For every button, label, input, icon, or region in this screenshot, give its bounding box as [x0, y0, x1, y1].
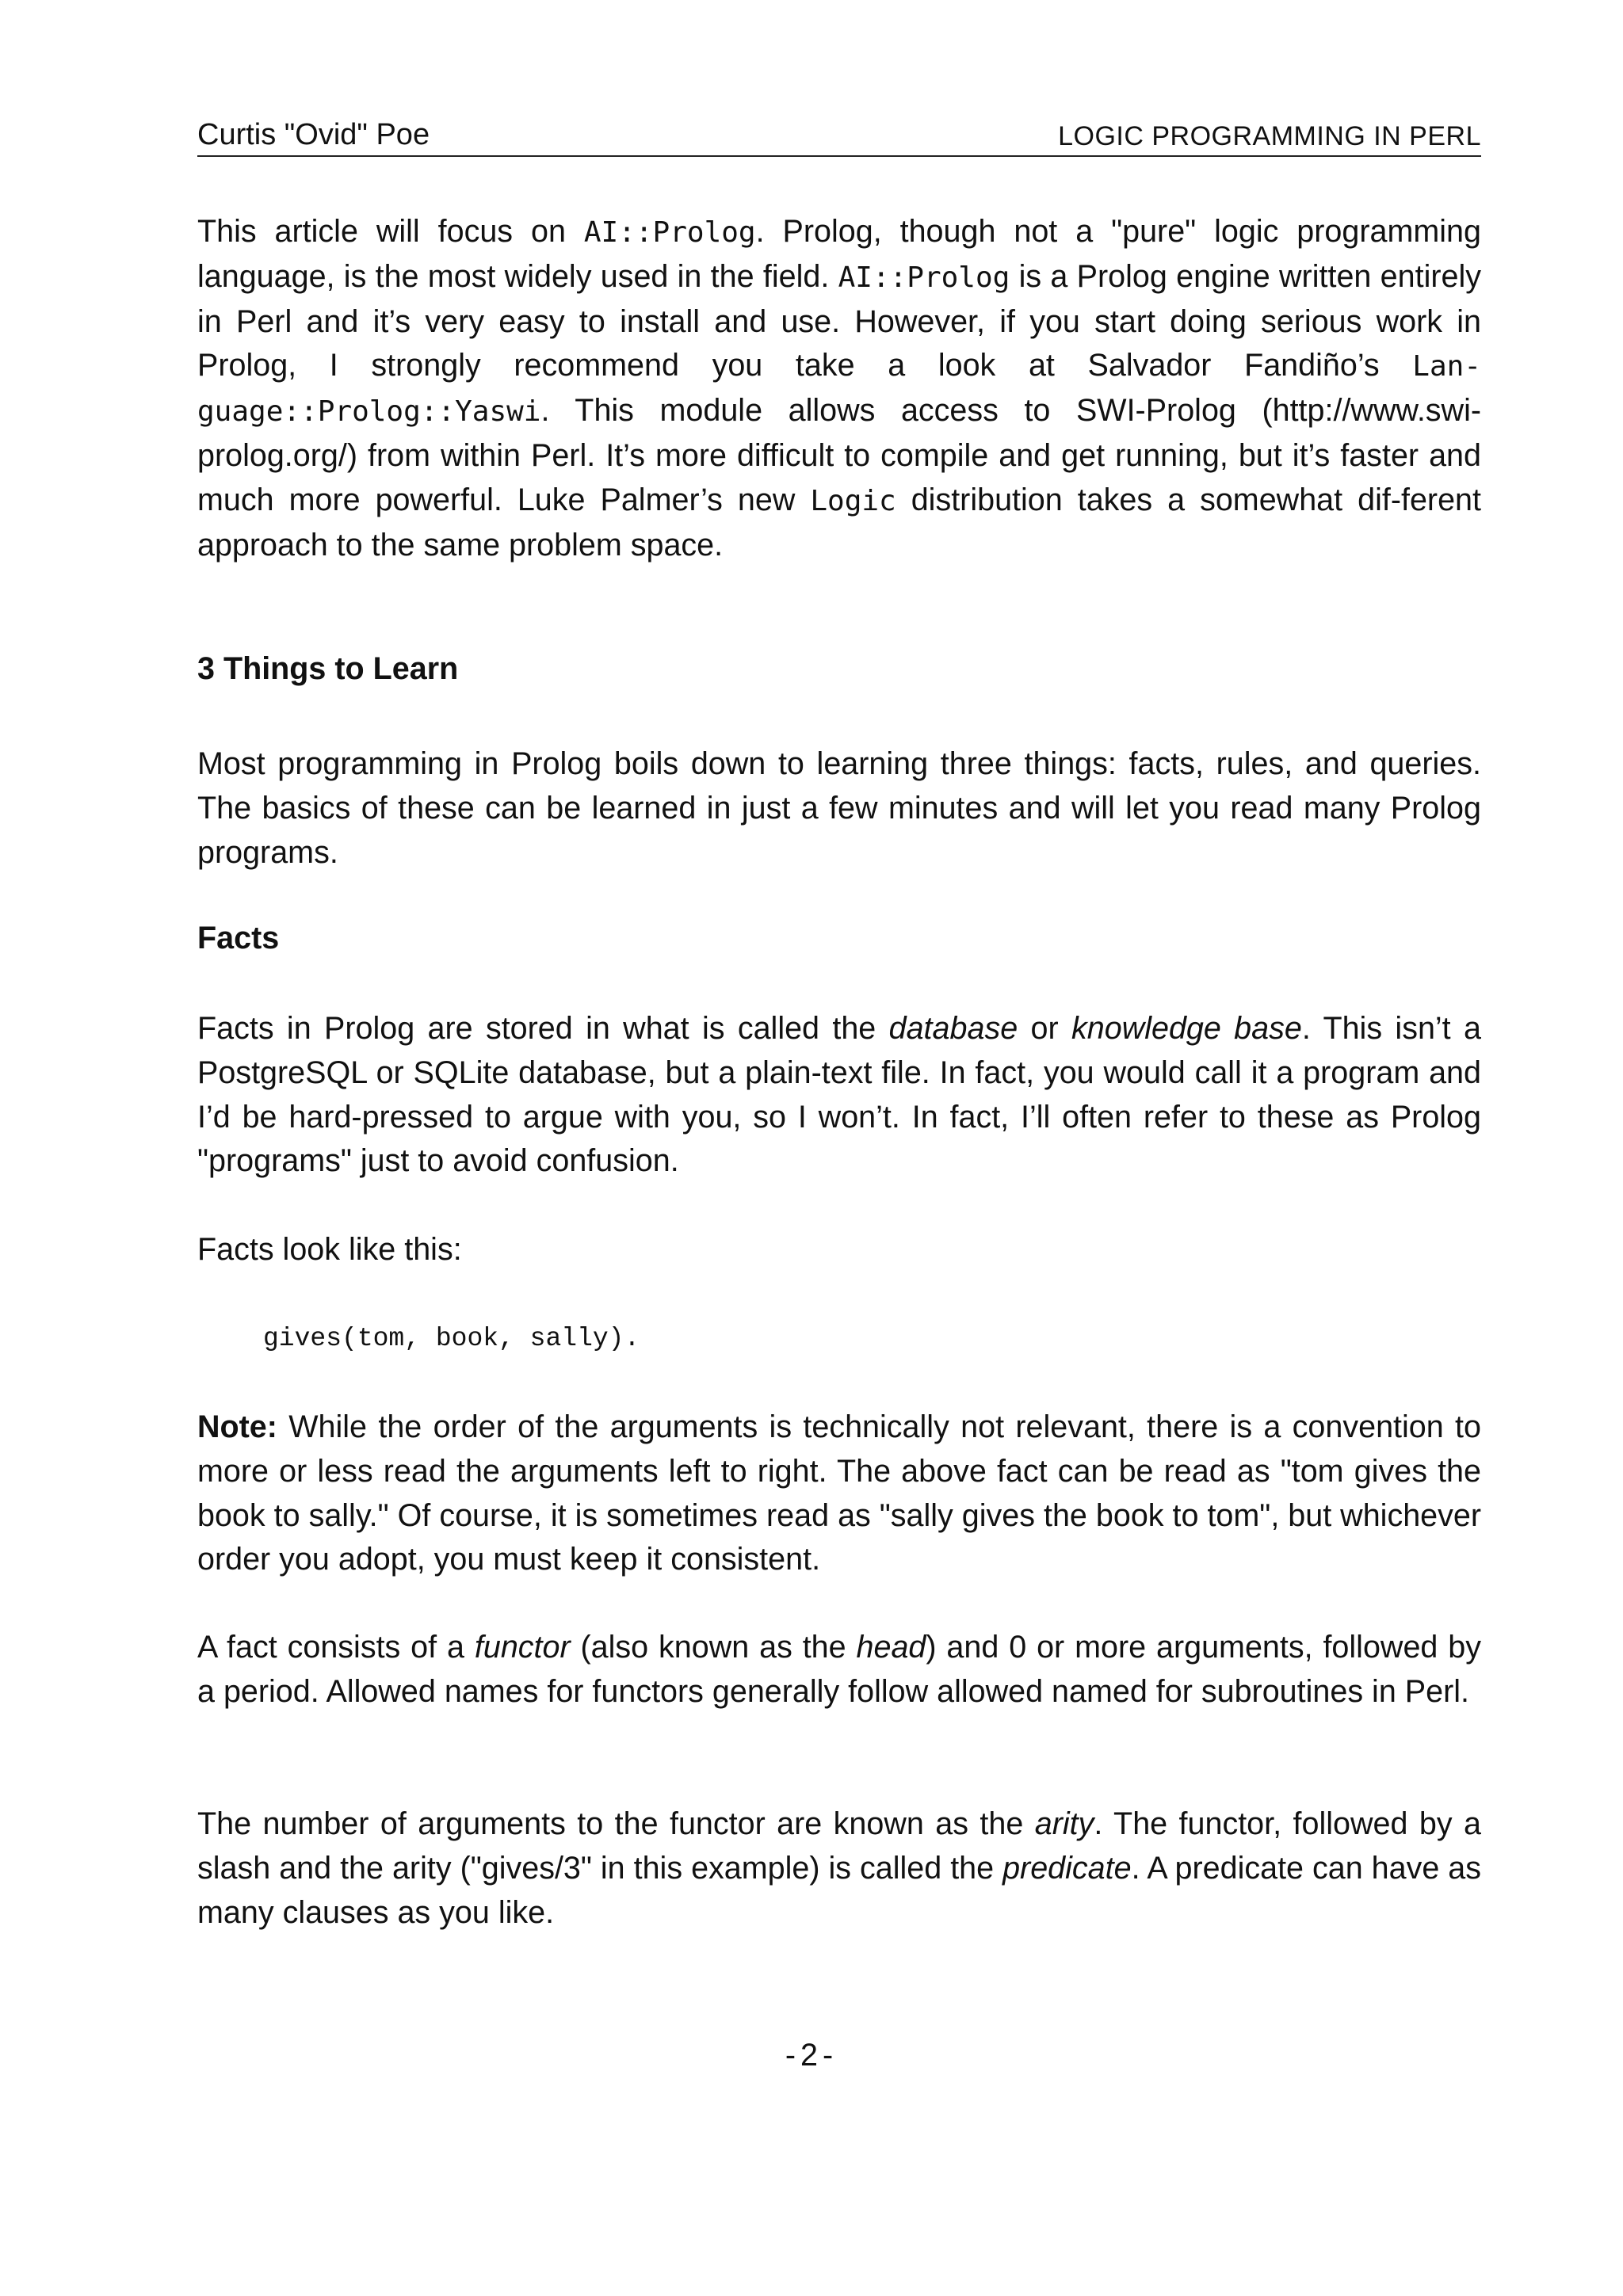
term-predicate: predicate	[1002, 1850, 1132, 1886]
header-title: LOGIC PROGRAMMING IN PERL	[1058, 121, 1481, 151]
term-head: head	[856, 1630, 926, 1665]
intro-code-ai-prolog-2: AI::Prolog	[838, 261, 1010, 294]
page-header	[197, 116, 1481, 157]
intro-code-ai-prolog-1: AI::Prolog	[583, 216, 756, 249]
facts-p1-text-3: . This isn’t a PostgreSQL or SQLite database, but a plain-text file. In fact, you would call it a program and I’d be hard-pressed to argue with you, so I won’t. In fact, I’ll often refer to these as Prolog "programs" just to avoid confusion.	[197, 1011, 1481, 1179]
term-functor: functor	[474, 1630, 571, 1665]
term-knowledge-base: knowledge base	[1071, 1011, 1302, 1046]
facts-p4-text-1: The number of arguments to the functor are known as the	[197, 1806, 1035, 1841]
note-paragraph	[197, 1405, 1481, 1582]
section-intro-paragraph: Most programming in Prolog boils down to learning three things: facts, rules, and queries. The basics of these can be learned in just a few minutes and will let you read many Prolog programs.	[197, 746, 1481, 870]
intro-paragraph	[197, 210, 1481, 567]
facts-p3-text-3: ) and 0 or more arguments, followed by a period. Allowed names for functors generally follow allowed named for subroutines in Perl.	[197, 1630, 1481, 1709]
note-text: While the order of the arguments is technically not relevant, there is a convention to more or less read the arguments left to right. The above fact can be read as "tom gives the book to sally." Of course, it is sometimes read as "sally gives the book to tom", but whichever order you adopt, you must keep it consistent.	[197, 1409, 1481, 1577]
facts-paragraph-1	[197, 1007, 1481, 1184]
intro-text-1: This article will focus on	[197, 214, 584, 249]
facts-p3-text-2: (also known as the	[570, 1630, 857, 1665]
facts-paragraph-2: Facts look like this:	[197, 1232, 462, 1267]
page-number: -2-	[785, 2038, 838, 2073]
facts-p4-text-2: . The functor, followed by a slash and the arity ("gives/3" in this example) is called the	[197, 1806, 1481, 1886]
facts-paragraph-3	[197, 1626, 1481, 1714]
intro-text-3: is a Prolog engine written entirely in Perl and it’s very easy to install and use. However, if you start doing serious work in Prolog, I strongly recommend you take a look at Salvador Fandiño’s	[197, 258, 1481, 383]
facts-p1-text-1: Facts in Prolog are stored in what is called the	[197, 1011, 889, 1046]
header-author: Curtis "Ovid" Poe	[197, 118, 430, 151]
term-arity: arity	[1034, 1806, 1094, 1841]
term-database: database	[888, 1011, 1018, 1046]
intro-text-2: . Prolog, though not a "pure" logic programming language, is the most widely used in the field.	[197, 214, 1481, 294]
intro-code-yaswi: Lan-guage::Prolog::Yaswi	[197, 350, 1481, 429]
facts-p4-text-3: . A predicate can have as many clauses as you like.	[197, 1850, 1482, 1930]
intro-text-5: distribution takes a somewhat dif-ferent approach to the same problem space.	[197, 482, 1481, 563]
facts-p1-text-2: or	[1018, 1011, 1071, 1046]
intro-text-4: . This module allows access to SWI-Prolog (http://www.swi-prolog.org/) from within Perl. It’s more difficult to compile and get running, but it’s faster and much more powerful. Luke Palmer’s new	[197, 393, 1481, 517]
section-heading: 3 Things to Learn	[197, 651, 459, 686]
facts-paragraph-4	[197, 1802, 1481, 1935]
code-example: gives(tom, book, sally).	[263, 1324, 640, 1353]
facts-p3-text-1: A fact consists of a	[197, 1630, 475, 1665]
intro-code-logic: Logic	[810, 484, 896, 517]
facts-heading: Facts	[197, 921, 280, 955]
note-label: Note:	[197, 1409, 277, 1444]
